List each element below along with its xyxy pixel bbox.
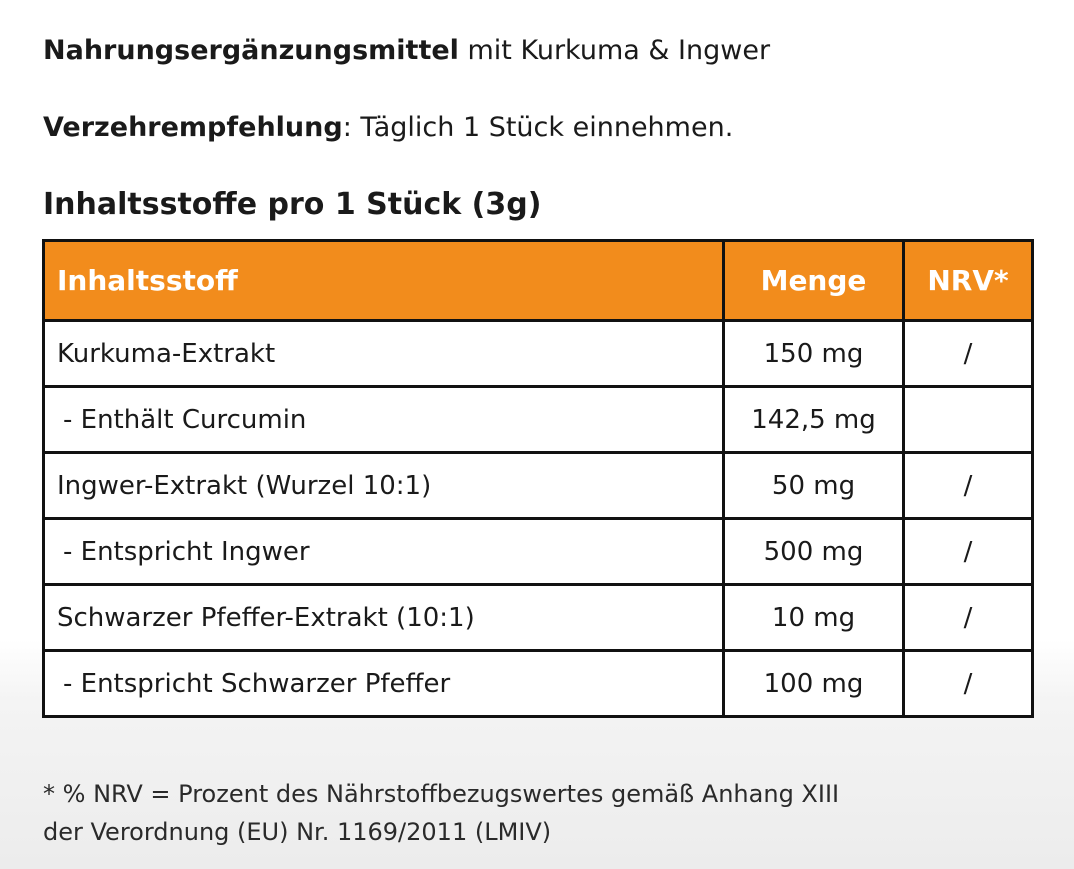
product-description bbox=[43, 34, 770, 68]
nrv-cell: / bbox=[904, 651, 1033, 717]
amount-cell: 500 mg bbox=[724, 519, 904, 585]
table-row bbox=[44, 585, 1033, 651]
dosage-text: : Täglich 1 Stück einnehmen. bbox=[342, 112, 734, 143]
table-row bbox=[44, 651, 1033, 717]
amount-cell: 142,5 mg bbox=[724, 387, 904, 453]
product-category: Nahrungsergänzungsmittel bbox=[43, 35, 459, 66]
ingredient-cell: Kurkuma-Extrakt bbox=[44, 321, 724, 387]
header-nrv: NRV* bbox=[904, 241, 1033, 321]
nrv-cell: / bbox=[904, 585, 1033, 651]
ingredient-cell: - Entspricht Schwarzer Pfeffer bbox=[44, 651, 724, 717]
ingredient-cell: - Entspricht Ingwer bbox=[44, 519, 724, 585]
dosage-recommendation bbox=[43, 111, 733, 145]
header-ingredient: Inhaltsstoff bbox=[44, 241, 724, 321]
table-row bbox=[44, 387, 1033, 453]
product-subtitle: mit Kurkuma & Ingwer bbox=[458, 35, 771, 66]
ingredient-cell: - Enthält Curcumin bbox=[44, 387, 724, 453]
table-header-row bbox=[44, 241, 1033, 321]
amount-cell: 100 mg bbox=[724, 651, 904, 717]
amount-cell: 50 mg bbox=[724, 453, 904, 519]
dosage-label: Verzehrempfehlung bbox=[43, 112, 343, 143]
footnote-line-1: * % NRV = Prozent des Nährstoffbezugswertes gemäß Anhang XIII bbox=[43, 780, 840, 808]
nrv-cell: / bbox=[904, 321, 1033, 387]
amount-cell: 150 mg bbox=[724, 321, 904, 387]
footnote-line-2: der Verordnung (EU) Nr. 1169/2011 (LMIV) bbox=[43, 818, 552, 846]
nrv-cell bbox=[904, 387, 1033, 453]
nrv-cell: / bbox=[904, 453, 1033, 519]
table-row bbox=[44, 453, 1033, 519]
table-row bbox=[44, 321, 1033, 387]
ingredients-table bbox=[42, 239, 1034, 718]
nrv-cell: / bbox=[904, 519, 1033, 585]
header-amount: Menge bbox=[724, 241, 904, 321]
table-heading: Inhaltsstoffe pro 1 Stück (3g) bbox=[43, 187, 542, 222]
amount-cell: 10 mg bbox=[724, 585, 904, 651]
table-row bbox=[44, 519, 1033, 585]
ingredient-cell: Ingwer-Extrakt (Wurzel 10:1) bbox=[44, 453, 724, 519]
ingredient-cell: Schwarzer Pfeffer-Extrakt (10:1) bbox=[44, 585, 724, 651]
nrv-footnote bbox=[43, 775, 1033, 851]
